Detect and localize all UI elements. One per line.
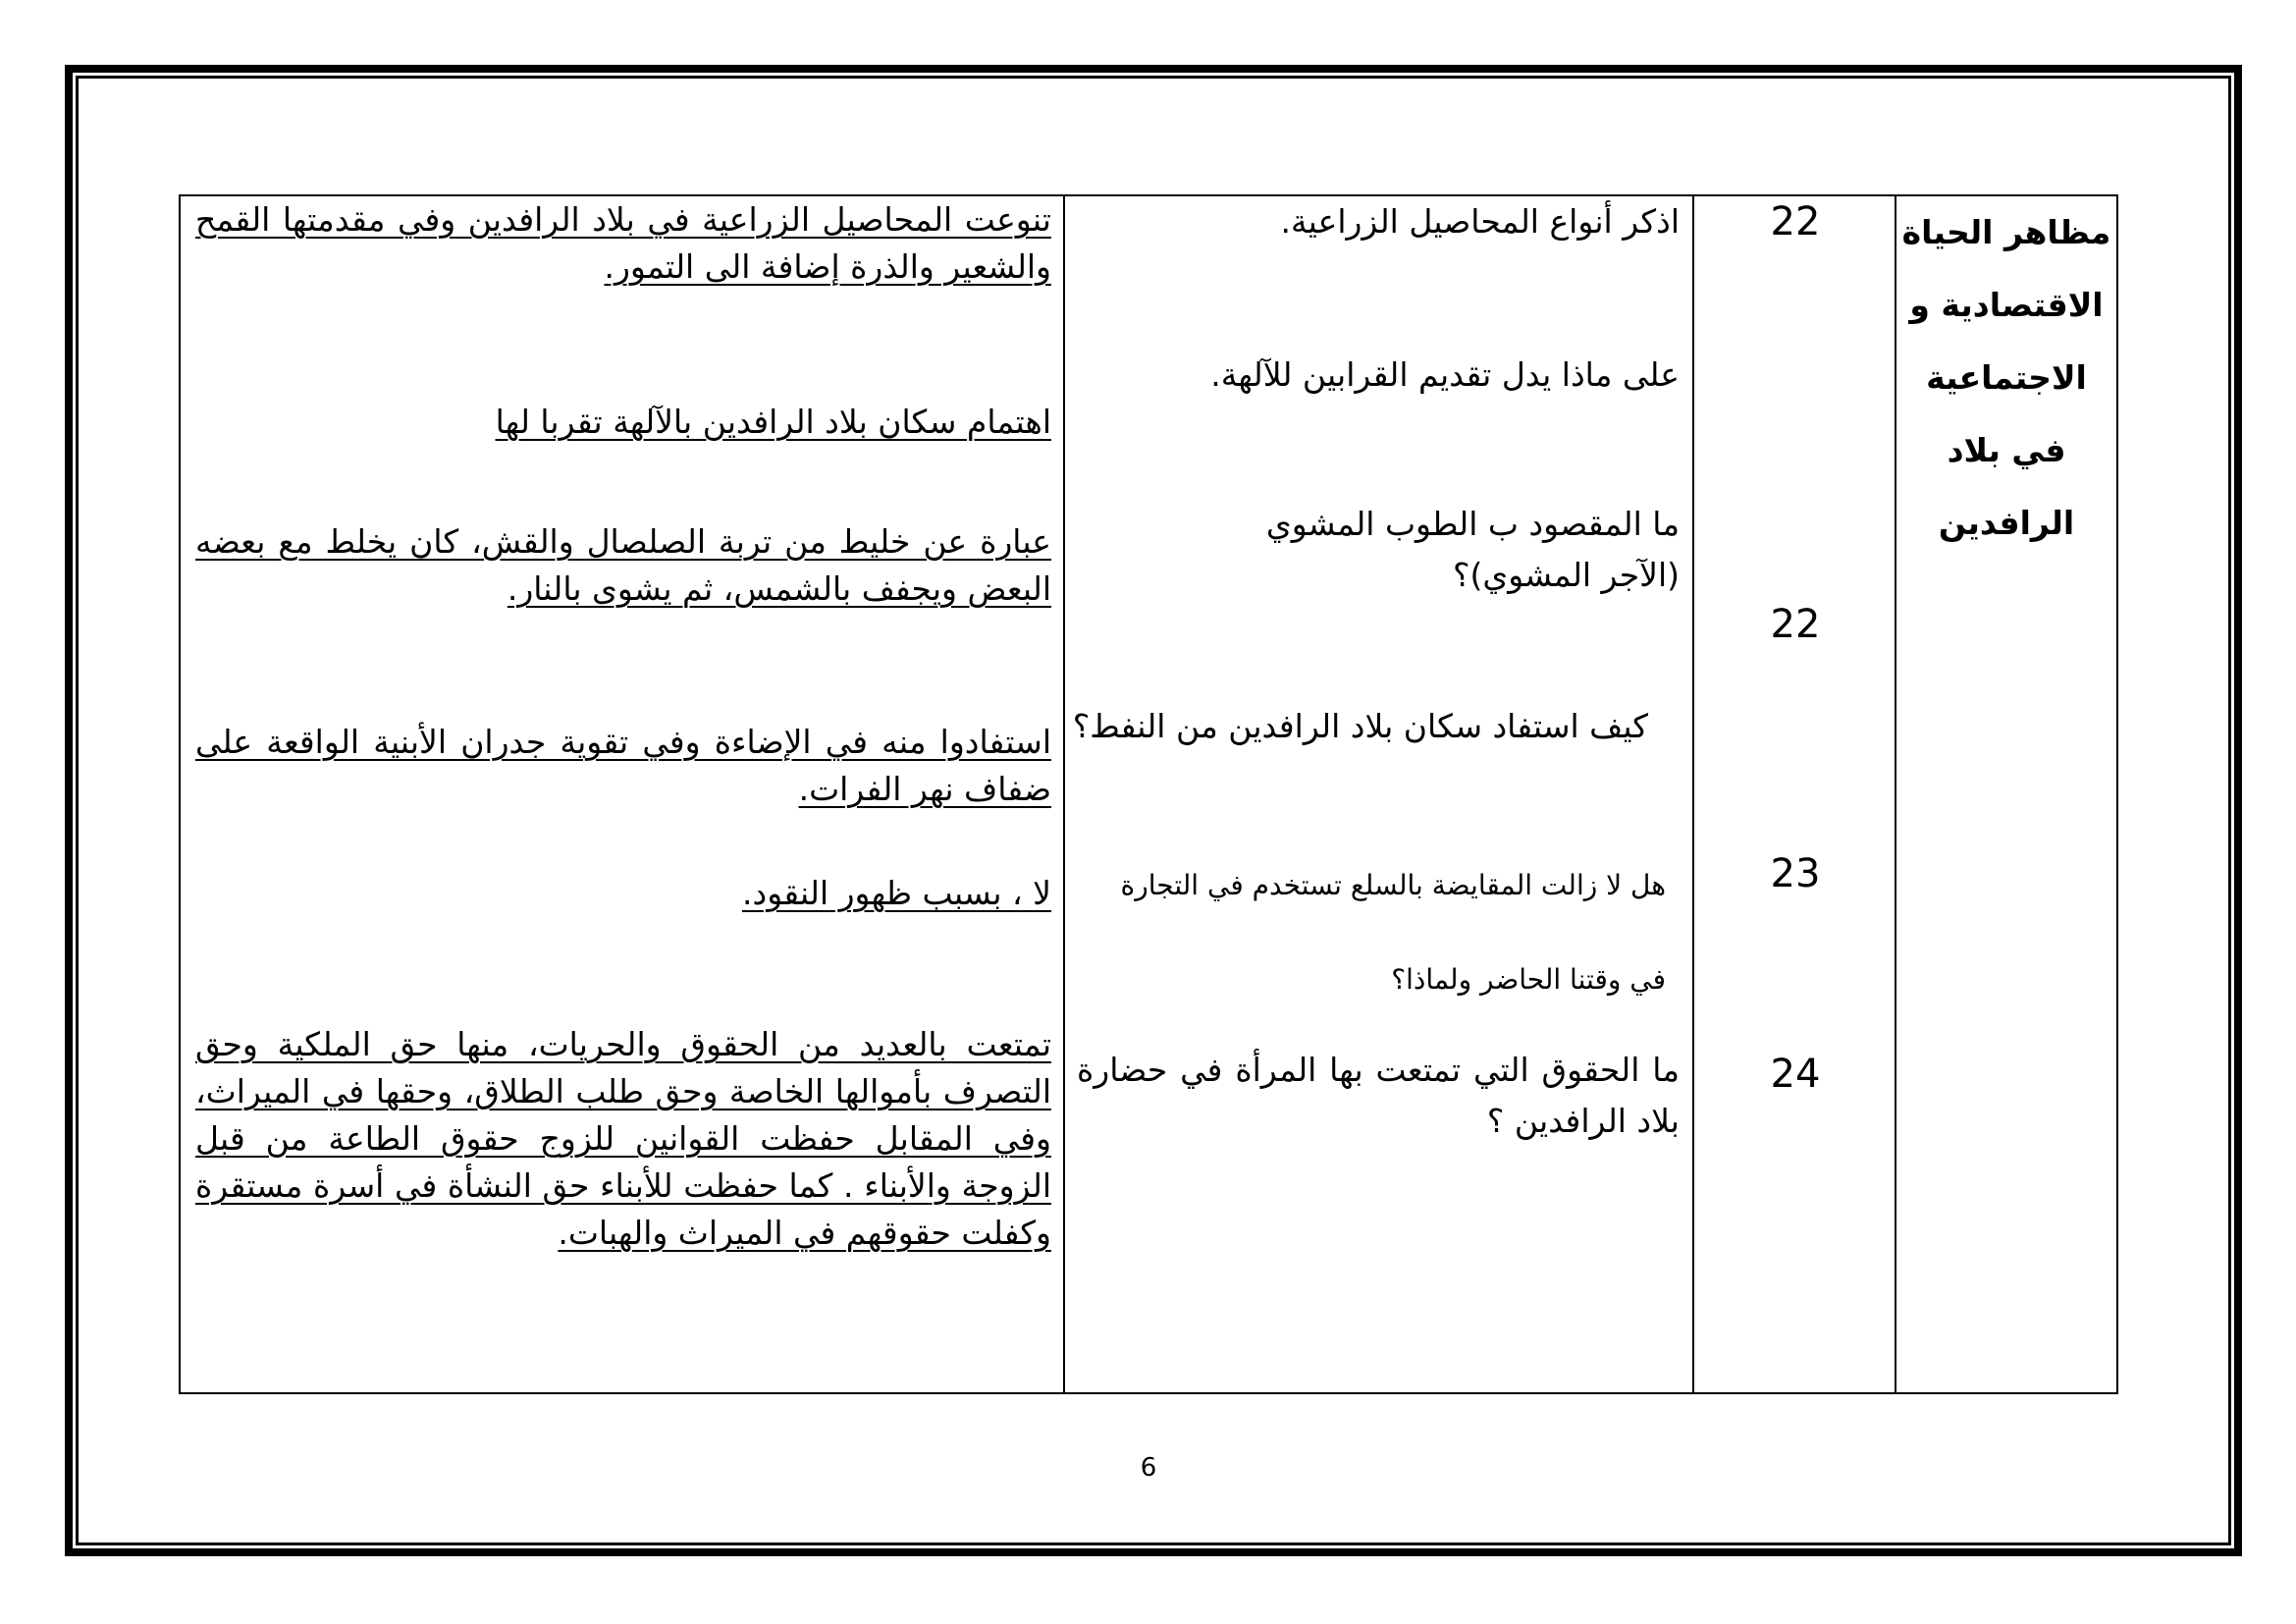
answer-span: اهتمام سكان بلاد الرافدين بالآلهة تقربا لها bbox=[495, 403, 1051, 441]
question-text: على ماذا يدل تقديم القرابين للآلهة. bbox=[1210, 355, 1680, 394]
answer-span: تنوعت المحاصيل الزراعية في بلاد الرافدين وفي مقدمتها القمح والشعير والذرة إضافة الى التمور. bbox=[195, 200, 1051, 286]
question-number: 22 bbox=[1770, 602, 1821, 647]
column-divider bbox=[1895, 194, 1896, 1394]
answer-text bbox=[195, 518, 1051, 613]
answer-span: لا ، بسبب ظهور النقود. bbox=[742, 874, 1051, 912]
topic-cell bbox=[1898, 194, 2114, 560]
answer-text bbox=[195, 399, 1051, 446]
topic-line: الرافدين bbox=[1938, 504, 2075, 542]
question-text: هل لا زالت المقايضة بالسلع تستخدم في التجارة bbox=[1120, 869, 1666, 901]
answer-text bbox=[195, 719, 1051, 813]
answer-span: عبارة عن خليط من تربة الصلصال والقش، كان يخلط مع بعضه البعض ويجفف بالشمس، ثم يشوى بالنار. bbox=[195, 522, 1051, 608]
topic-line: مظاهر الحياة bbox=[1901, 213, 2111, 251]
question-number: 23 bbox=[1770, 851, 1821, 896]
column-divider bbox=[1063, 194, 1065, 1394]
question-text: ما المقصود ب الطوب المشوي (الآجر المشوي)؟ bbox=[1265, 505, 1680, 594]
question-text: اذكر أنواع المحاصيل الزراعية. bbox=[1280, 202, 1680, 241]
question-number: 24 bbox=[1770, 1052, 1821, 1097]
topic-line: الاجتماعية bbox=[1926, 358, 2087, 397]
answer-text bbox=[195, 196, 1051, 291]
answer-span: استفادوا منه في الإضاءة وفي تقوية جدران الأبنية الواقعة على ضفاف نهر الفرات. bbox=[195, 723, 1051, 808]
column-divider bbox=[1692, 194, 1694, 1394]
answer-text bbox=[195, 870, 1051, 917]
question-text: ما الحقوق التي تمتعت بها المرأة في حضارة بلاد الرافدين ؟ bbox=[1077, 1051, 1680, 1140]
page-number: 6 bbox=[1140, 1453, 1157, 1483]
answer-text bbox=[195, 1021, 1051, 1257]
answer-span: تمتعت بالعديد من الحقوق والحريات، منها حق الملكية وحق التصرف بأموالها الخاصة وحق طلب الطلاق، وحقها في الميراث، وفي المقابل حفظت القوانين للزوج حقوق الطاعة من قبل الزوجة والأبناء . كما حفظت للأبناء حق النشأة في أسرة مستقرة وكفلت حقوقهم في الميراث والهبات. bbox=[195, 1025, 1051, 1252]
topic-line: الاقتصادية و bbox=[1909, 286, 2104, 324]
question-text: كيف استفاد سكان بلاد الرافدين من النفط؟ bbox=[1072, 707, 1648, 745]
topic-line: في بلاد bbox=[1947, 431, 2066, 469]
question-number: 22 bbox=[1770, 199, 1821, 244]
question-text: في وقتنا الحاضر ولماذا؟ bbox=[1391, 963, 1666, 996]
